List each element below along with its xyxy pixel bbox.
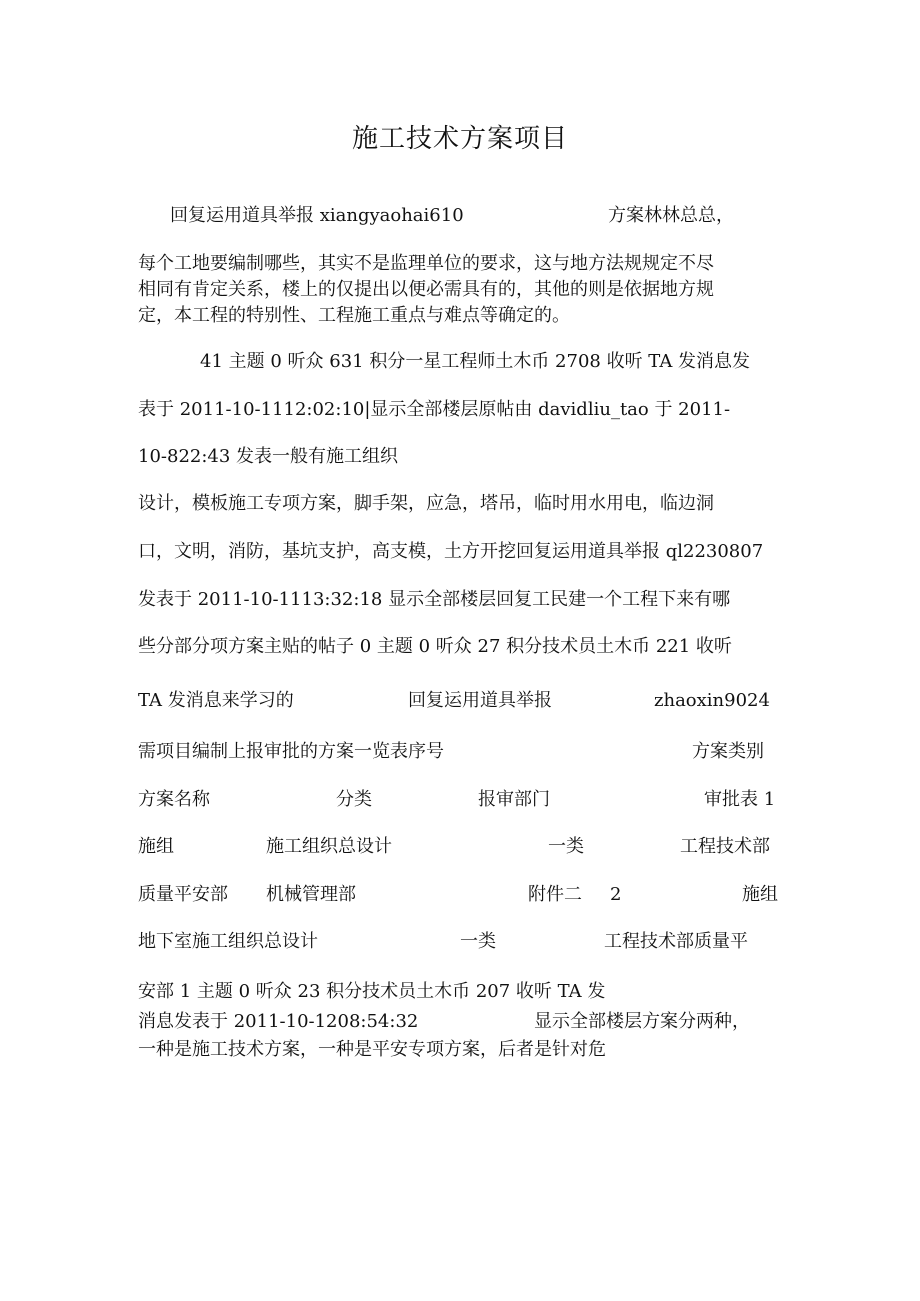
paragraph-line: 相同有肯定关系，楼上的仅提出以便必需具有的，其他的则是依据地方规 [138,279,714,300]
need-text: 需项目编制上报审批的方案一览表序号 [138,741,444,762]
header-plan-name: 方案名称 [138,789,210,810]
row-cell: 一类 [460,931,496,952]
row-cell: 施工组织总设计 [266,836,392,857]
body-line: 发表于 2011-10-1113:32:18 显示全部楼层回复工民建一个工程下来有哪 [138,589,731,610]
row-cell: 工程技术部 [680,836,770,857]
paragraph-line: 每个工地要编制哪些，其实不是监理单位的要求，这与地方法规规定不尽 [138,253,714,274]
row-cell: 机械管理部 [266,884,356,905]
username-text: zhaoxin9024 [654,690,770,711]
row-cell: 地下室施工组织总设计 [138,931,318,952]
header-department: 报审部门 [478,789,550,810]
body-line: 一种是施工技术方案，一种是平安专项方案，后者是针对危 [138,1039,606,1060]
row-cell: 工程技术部质量平 [604,931,748,952]
reply-right-text: 方案林林总总， [608,205,734,226]
ta-text: TA 发消息来学习的 [138,690,294,711]
row-cell: 施组 [138,836,174,857]
row-cell: 2 [610,884,622,905]
paragraph-line: 定，本工程的特别性、工程施工重点与难点等确定的。 [138,305,570,326]
header-approval-form: 审批表 1 [704,789,776,810]
body-line: 表于 2011-10-1112:02:10|显示全部楼层原帖由 davidliu_tao 于 2011- [138,399,731,420]
reply-user-text: 回复运用道具举报 xiangyaohai610 [170,205,464,226]
header-classification: 分类 [336,789,372,810]
row-cell: 施组 [742,884,778,905]
show-floors-text: 显示全部楼层方案分两种， [534,1011,750,1032]
body-line: 41 主题 0 听众 631 积分一星工程师土木币 2708 收听 TA 发消息发 [200,351,751,372]
page-title: 施工技术方案项目 [351,124,568,154]
body-line: 安部 1 主题 0 听众 23 积分技术员土木币 207 收听 TA 发 [138,981,606,1002]
row-cell: 一类 [548,836,584,857]
row-cell: 质量平安部 [138,884,228,905]
body-line: 10-822:43 发表一般有施工组织 [138,446,399,467]
body-line: 口，文明，消防，基坑支护，高支模，土方开挖回复运用道具举报 ql2230807 [138,541,764,562]
body-line: 些分部分项方案主贴的帖子 0 主题 0 听众 27 积分技术员土木币 221 收听 [138,636,732,657]
reply-link-text: 回复运用道具举报 [408,690,552,711]
body-line: 设计，模板施工专项方案，脚手架，应急，塔吊，临时用水用电，临边洞 [138,493,714,514]
plan-category-label: 方案类别 [692,741,764,762]
row-cell: 附件二 [528,884,582,905]
post-date-text: 消息发表于 2011-10-1208:54:32 [138,1011,419,1032]
